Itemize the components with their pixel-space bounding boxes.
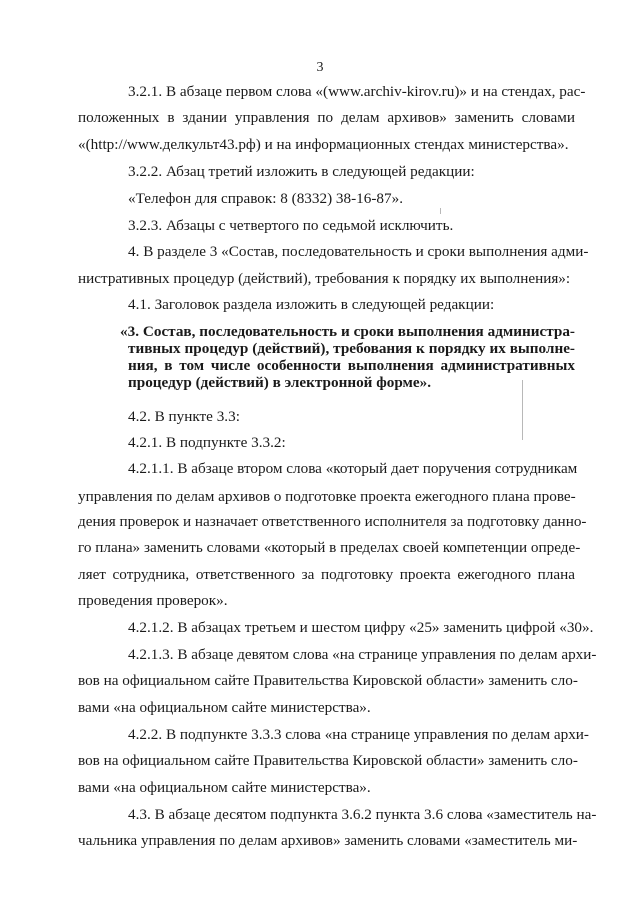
text-line: го плана» заменить словами «который в пределах своей компетенции опреде- <box>78 539 581 556</box>
text-line: 3.2.1. В абзаце первом слова «(www.archiv-kirov.ru)» и на стендах, рас- <box>128 83 586 100</box>
heading-line: тивных процедур (действий), требования к порядку их выполне- <box>128 340 575 357</box>
text-line: вов на официальном сайте Правительства Кировской области» заменить сло- <box>78 672 578 689</box>
scan-artifact <box>522 380 523 440</box>
text-line: дения проверок и назначает ответственного исполнителя за подготовку данно- <box>78 513 587 530</box>
text-line: ляет сотрудника, ответственного за подготовку проекта ежегодного плана <box>78 566 575 583</box>
text-line: 4.2.1.2. В абзацах третьем и шестом цифру «25» заменить цифрой «30». <box>128 619 594 636</box>
page-number: 3 <box>316 60 324 75</box>
text-line: 4.3. В абзаце десятом подпункта 3.6.2 пункта 3.6 слова «заместитель на- <box>128 806 597 823</box>
text-line: 3.2.2. Абзац третий изложить в следующей редакции: <box>128 163 475 180</box>
text-line: нистративных процедур (действий), требования к порядку их выполнения»: <box>78 270 571 287</box>
text-line: 4.1. Заголовок раздела изложить в следующей редакции: <box>128 296 495 313</box>
scan-artifact <box>440 208 441 214</box>
text-line: управления по делам архивов о подготовке проекта ежегодного плана прове- <box>78 488 576 505</box>
heading-line: «3. Состав, последовательность и сроки выполнения администра- <box>120 323 575 340</box>
heading-line: ния, в том числе особенности выполнения административных <box>128 357 575 374</box>
text-line: 4.2.1.3. В абзаце девятом слова «на странице управления по делам архи- <box>128 646 597 663</box>
text-line: «(http://www.делкульт43.рф) и на информационных стендах министерства». <box>78 136 569 153</box>
text-line: 4.2.2. В подпункте 3.3.3 слова «на странице управления по делам архи- <box>128 726 589 743</box>
text-line: положенных в здании управления по делам архивов» заменить словами <box>78 109 575 126</box>
text-line: проведения проверок». <box>78 592 228 609</box>
text-line: «Телефон для справок: 8 (8332) 38-16-87». <box>128 190 403 207</box>
text-line: вов на официальном сайте Правительства Кировской области» заменить сло- <box>78 752 578 769</box>
text-line: 4.2.1.1. В абзаце втором слова «который дает поручения сотрудникам <box>128 460 578 477</box>
heading-line: процедур (действий) в электронной форме». <box>128 374 432 391</box>
text-line: 3.2.3. Абзацы с четвертого по седьмой исключить. <box>128 217 454 234</box>
text-line: вами «на официальном сайте министерства». <box>78 779 371 796</box>
text-line: 4. В разделе 3 «Состав, последовательность и сроки выполнения адми- <box>128 243 589 260</box>
text-line: чальника управления по делам архивов» заменить словами «заместитель ми- <box>78 832 578 849</box>
text-line: вами «на официальном сайте министерства». <box>78 699 371 716</box>
text-line: 4.2.1. В подпункте 3.3.2: <box>128 434 286 451</box>
text-line: 4.2. В пункте 3.3: <box>128 408 240 425</box>
